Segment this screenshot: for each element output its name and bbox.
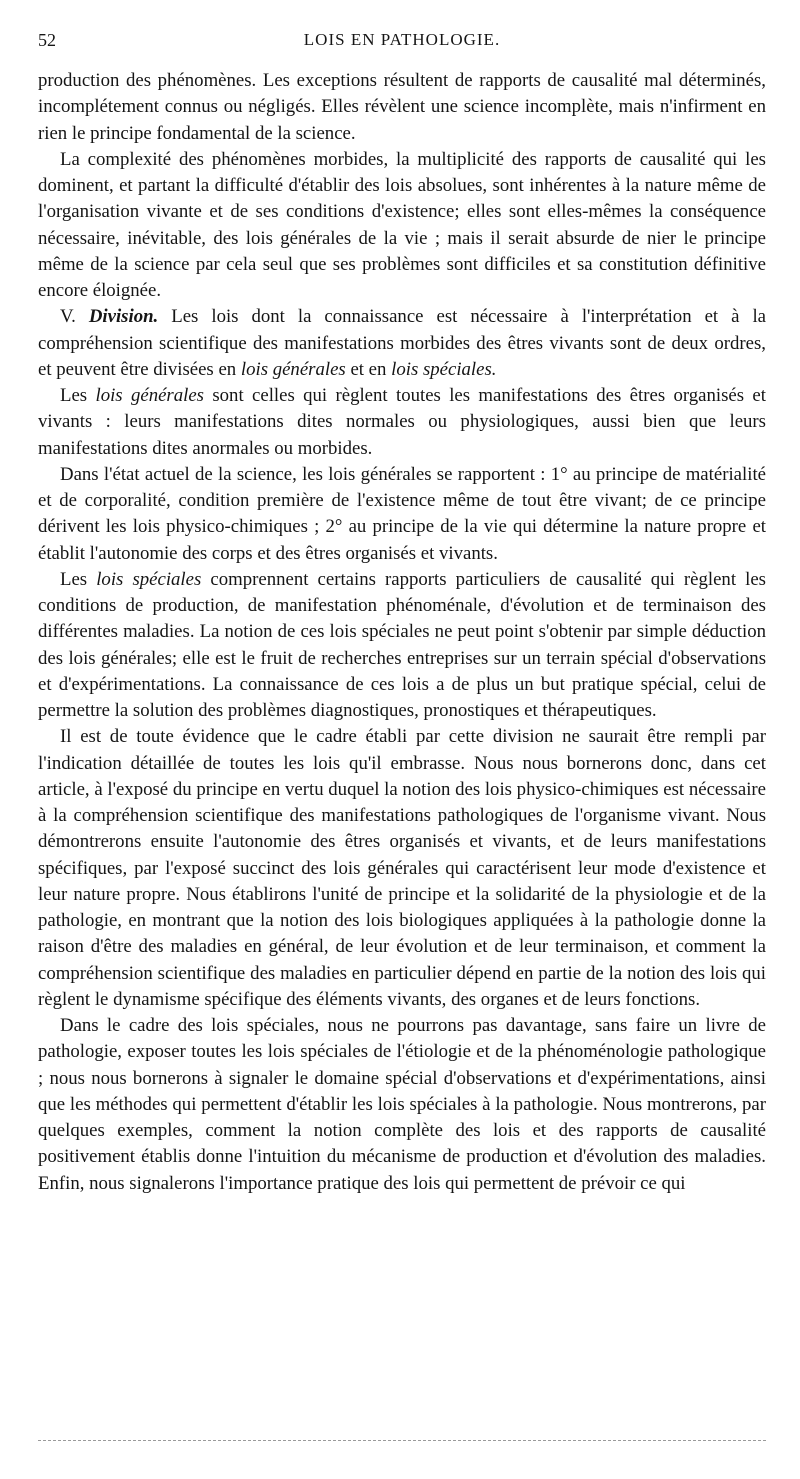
paragraph-3-text-a: Les lois dont la connaissance est nécessaire à l'interprétation et à la compréhension scientifique des manifestations morbides des êtres vivants sont de deux ordres, et peuvent être divisées en — [38, 306, 767, 380]
page-number: 52 — [38, 30, 56, 50]
paragraph-6-text: comprennent certains rapports particuliers de causalité qui règlent les conditions de production, de manifestation phénoménale, d'évolution et de terminaison des différentes maladies. La notion de ces lois spéciales ne peut point s'obtenir par simple déduction des lois générales; elle est le fruit de recherches entreprises sur un terrain spécial d'observations et d'expérimentations. La connaissance de ces lois a de plus un but pratique spécial, celui de permettre la solution des problèmes diagnostiques, pronostiques et thérapeutiques. — [38, 568, 766, 721]
term-lois-speciales-2: lois spéciales — [96, 568, 202, 590]
paragraph-4-text: sont celles qui règlent toutes les manifestations des êtres organisés et vivants : leurs manifestations dites normales ou physiologiques, aussi bien que leurs manifestations dites anormales ou morbides. — [38, 385, 766, 459]
paragraph-2: La complexité des phénomènes morbides, la multiplicité des rapports de causalité qui les dominent, et partant la difficulté d'établir des lois absolues, sont inhérentes à la nature même de l'organisation vivante et de ses conditions d'existence; elles sont elles-mêmes la conséquence nécessaire, inévitable, des lois générales de la vie ; mais il serait absurde de nier le principe même de la science par cela seul que ses problèmes sont difficiles et sa constitution définitive encore éloignée. — [38, 148, 766, 301]
paragraph-4-lead: Les — [60, 385, 88, 406]
paragraph-4 — [38, 383, 766, 462]
running-title: LOIS EN PATHOLOGIE. — [303, 30, 501, 49]
paragraph-3-text-b: et en — [350, 358, 387, 380]
paragraph-6 — [38, 567, 766, 725]
term-lois-generales: lois générales — [240, 358, 346, 380]
paragraph-1: production des phénomènes. Les exceptions résultent de rapports de causalité mal déterminés, incomplétement connus ou négligés. Elles révèlent une science incomplète, mais n'infirment en rien le principe fondamental de la science. — [38, 70, 766, 144]
paragraph-3 — [38, 304, 766, 383]
paragraph-5: Dans l'état actuel de la science, les lois générales se rapportent : 1° au principe de matérialité et de corporalité, condition première de l'existence même de tout être vivant; de ce principe dérivent les lois physico-chimiques ; 2° au principe de la vie qui détermine la nature propre et établit l'autonomie des corps et des êtres organisés et vivants. — [38, 463, 766, 564]
paragraph-7: Il est de toute évidence que le cadre établi par cette division ne saurait être rempli par l'indication détaillée de toutes les lois qu'il embrasse. Nous nous bornerons donc, dans cet article, à l'exposé du principe en vertu duquel la notion des lois physico-chimiques est nécessaire à la compréhension scientifique des manifestations pathologiques de l'organisme vivant. Nous démontrerons ensuite l'autonomie des êtres organisés et vivants, et de leurs manifestations spécifiques, par l'exposé succinct des lois générales qui caractérisent leur mode d'existence et leur nature propre. Nous établirons l'unité de principe et la solidarité de la physiologie et de la pathologie, en montrant que la notion des lois biologiques appliquées à la pathologie donne la raison d'être des maladies en général, de leur évolution et de leur terminaison, et comment la compréhension scientifique des maladies en particulier dépend en partie de la notion des lois qui règlent le dynamisme spécifique des éléments vivants, des organes et de leurs fonctions. — [38, 726, 766, 1010]
term-lois-speciales: lois spéciales. — [391, 358, 497, 380]
page-header — [38, 30, 766, 54]
section-numeral: V. — [60, 306, 76, 328]
term-lois-generales-2: lois générales — [95, 385, 204, 406]
paragraph-8: Dans le cadre des lois spéciales, nous ne pourrons pas davantage, sans faire un livre de pathologie, exposer toutes les lois spéciales de l'étiologie et de la phénoménologie pathologique ; nous nous bornerons à signaler le domaine spécial d'observations et d'expérimentations, ainsi que les méthodes qui permettent d'établir les lois spéciales à la pathologie. Nous montrerons, par quelques exemples, comment la notion complète des lois et des rapports de causalité positivement établis donne l'intuition du mécanisme de production et d'évolution des maladies. Enfin, nous signalerons l'importance pratique des lois qui permettent de prévoir ce qui — [38, 1015, 766, 1194]
footer-rule — [38, 1440, 766, 1441]
page — [38, 30, 766, 1197]
section-label: Division. — [88, 306, 159, 328]
paragraph-6-lead: Les — [60, 568, 88, 590]
body-text — [38, 68, 766, 1197]
